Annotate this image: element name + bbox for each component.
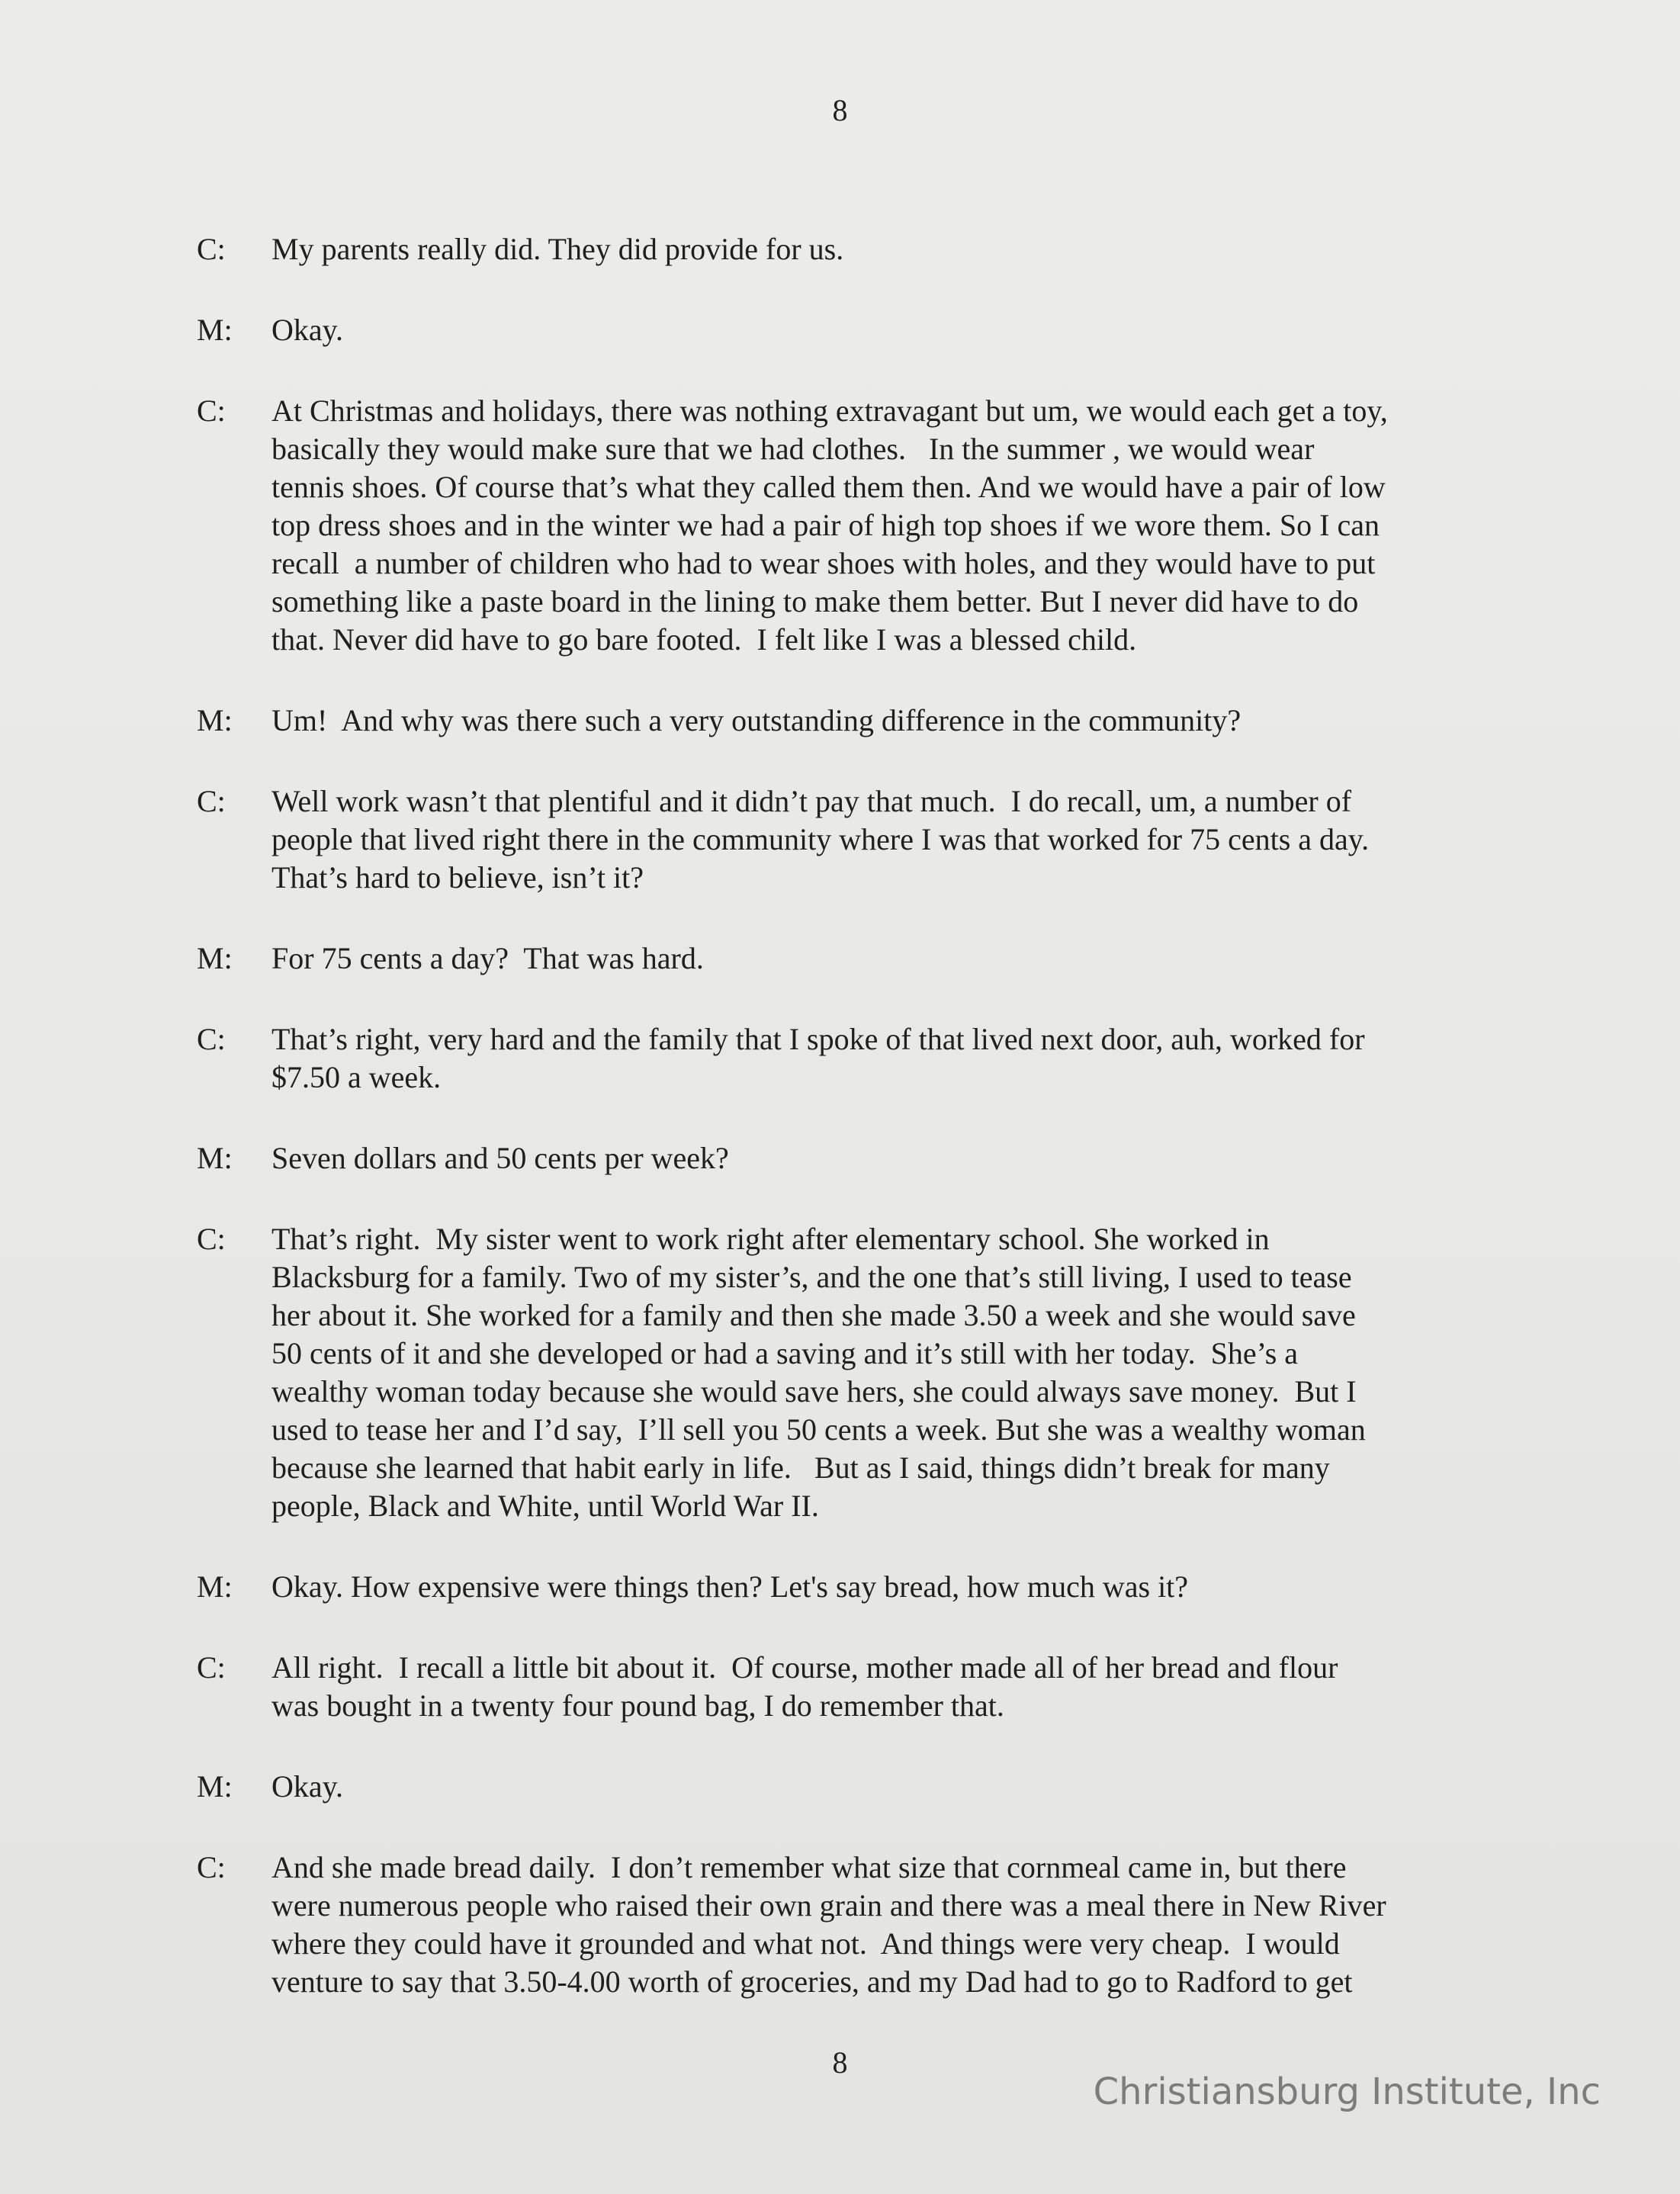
- utterance-text: [271, 1220, 1539, 1525]
- utterance-line: That’s right, very hard and the family that I spoke of that lived next door, auh, worked for: [271, 1022, 1365, 1056]
- page-number-bottom: 8: [832, 2045, 848, 2080]
- speaker-label: M:: [197, 1769, 233, 1804]
- speaker-label: C:: [197, 1022, 226, 1056]
- utterance-line: 50 cents of it and she developed or had a saving and it’s still with her today. She’s a: [271, 1336, 1299, 1370]
- utterance-line: basically they would make sure that we had clothes. In the summer , we would wear: [271, 432, 1315, 466]
- transcript-turn: [197, 1649, 1539, 1725]
- utterance-line: something like a paste board in the lining to make them better. But I never did have to do: [271, 584, 1359, 618]
- transcript-turn: [197, 782, 1539, 897]
- utterance-line: people, Black and White, until World War II.: [271, 1489, 819, 1523]
- utterance-line: Well work wasn’t that plentiful and it didn’t pay that much. I do recall, um, a number of: [271, 784, 1352, 818]
- utterance-line: My parents really did. They did provide for us.: [271, 232, 844, 266]
- utterance-line: All right. I recall a little bit about it. Of course, mother made all of her bread and flour: [271, 1650, 1338, 1685]
- speaker-label: M:: [197, 941, 233, 975]
- speaker-label: M:: [197, 1569, 233, 1604]
- utterance-line: And she made bread daily. I don’t remember what size that cornmeal came in, but there: [271, 1850, 1347, 1884]
- transcript-turn: [197, 702, 1539, 740]
- transcript-turn: [197, 1849, 1539, 2001]
- utterance-line: Okay.: [271, 1769, 344, 1804]
- speaker-label: C:: [197, 232, 226, 266]
- speaker-label: M:: [197, 1141, 233, 1175]
- utterance-text: [271, 782, 1539, 897]
- utterance-text: [271, 1020, 1539, 1097]
- transcript-turn: [197, 1768, 1539, 1806]
- transcript-turn: [197, 1568, 1539, 1606]
- utterance-line: Okay.: [271, 313, 344, 347]
- utterance-line: her about it. She worked for a family and then she made 3.50 a week and she would save: [271, 1298, 1356, 1332]
- utterance-text: [271, 1139, 1539, 1177]
- utterance-line: That’s hard to believe, isn’t it?: [271, 860, 644, 895]
- transcript-turn: [197, 1020, 1539, 1097]
- utterance-line: people that lived right there in the community where I was that worked for 75 cents a day.: [271, 822, 1370, 856]
- utterance-line: tennis shoes. Of course that’s what they called them then. And we would have a pair of low: [271, 470, 1386, 504]
- utterance-line: because she learned that habit early in life. But as I said, things didn’t break for many: [271, 1450, 1330, 1485]
- utterance-line: That’s right. My sister went to work right after elementary school. She worked in: [271, 1222, 1270, 1256]
- page-number-top: 8: [832, 93, 848, 127]
- transcript-turn: [197, 392, 1539, 659]
- utterance-text: [271, 702, 1539, 740]
- speaker-label: C:: [197, 1850, 226, 1884]
- utterance-text: [271, 230, 1539, 268]
- utterance-text: [271, 940, 1539, 978]
- utterance-line: $7.50 a week.: [271, 1060, 442, 1094]
- utterance-line: Okay. How expensive were things then? Let's say bread, how much was it?: [271, 1569, 1189, 1604]
- speaker-label: C:: [197, 1650, 226, 1685]
- speaker-label: C:: [197, 394, 226, 428]
- utterance-line: that. Never did have to go bare footed. I felt like I was a blessed child.: [271, 622, 1137, 657]
- speaker-label: M:: [197, 313, 233, 347]
- utterance-line: was bought in a twenty four pound bag, I do remember that.: [271, 1688, 1004, 1723]
- utterance-text: [271, 392, 1539, 659]
- speaker-label: C:: [197, 784, 226, 818]
- utterance-line: where they could have it grounded and what not. And things were very cheap. I would: [271, 1926, 1340, 1961]
- utterance-line: venture to say that 3.50-4.00 worth of groceries, and my Dad had to go to Radford to get: [271, 1964, 1353, 1999]
- transcript-turn: [197, 230, 1539, 268]
- speaker-label: M:: [197, 703, 233, 737]
- utterance-line: Seven dollars and 50 cents per week?: [271, 1141, 729, 1175]
- transcript-turn: [197, 311, 1539, 349]
- utterance-line: For 75 cents a day? That was hard.: [271, 941, 704, 975]
- utterance-line: Um! And why was there such a very outstanding difference in the community?: [271, 703, 1242, 737]
- transcript-turn: [197, 1220, 1539, 1525]
- utterance-text: [271, 1568, 1539, 1606]
- transcript-turn: [197, 940, 1539, 978]
- transcript: [197, 230, 1539, 2001]
- utterance-line: wealthy woman today because she would save hers, she could always save money. But I: [271, 1374, 1357, 1409]
- utterance-line: At Christmas and holidays, there was nothing extravagant but um, we would each get a toy,: [271, 394, 1388, 428]
- watermark: Christiansburg Institute, Inc: [1093, 2070, 1601, 2113]
- utterance-text: [271, 311, 1539, 349]
- transcript-turn: [197, 1139, 1539, 1177]
- utterance-text: [271, 1768, 1539, 1806]
- utterance-line: were numerous people who raised their own grain and there was a meal there in New River: [271, 1888, 1386, 1923]
- utterance-text: [271, 1649, 1539, 1725]
- utterance-line: recall a number of children who had to wear shoes with holes, and they would have to put: [271, 546, 1376, 580]
- utterance-line: top dress shoes and in the winter we had a pair of high top shoes if we wore them. So I can: [271, 508, 1380, 542]
- speaker-label: C:: [197, 1222, 226, 1256]
- utterance-text: [271, 1849, 1539, 2001]
- utterance-line: Blacksburg for a family. Two of my sister’s, and the one that’s still living, I used to tease: [271, 1260, 1352, 1294]
- utterance-line: used to tease her and I’d say, I’ll sell you 50 cents a week. But she was a wealthy woman: [271, 1412, 1366, 1447]
